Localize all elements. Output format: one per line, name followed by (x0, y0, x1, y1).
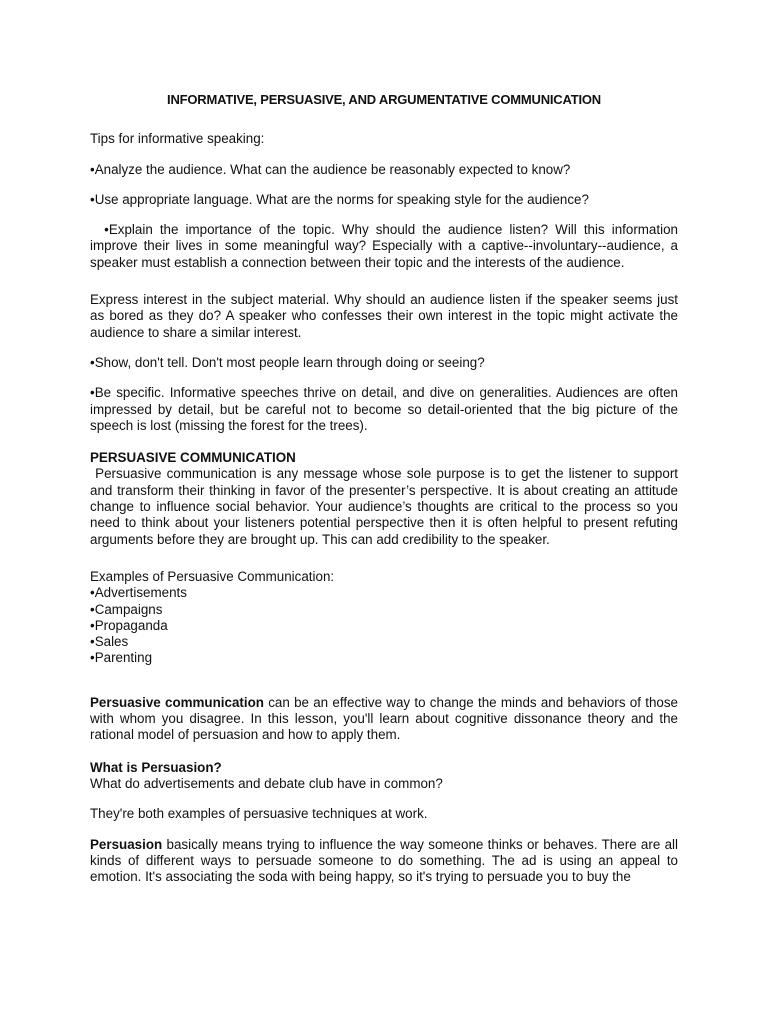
list-item: •Sales (90, 634, 129, 650)
informative-tip-show: •Show, don't tell. Don't most people learn through doing or seeing? (90, 354, 485, 370)
informative-tip-language: •Use appropriate language. What are the norms for speaking style for the audience? (90, 191, 589, 207)
informative-tip-specific: •Be specific. Informative speeches thrive on detail, and dive on generalities. Audiences are often impressed by detail, but be careful not to become so detail-oriented that the big picture of the speech is lost (missing the forest for the trees). (90, 385, 678, 433)
document-body (90, 92, 682, 885)
what-is-answer: They're both examples of persuasive techniques at work. (90, 806, 428, 822)
informative-tip-importance: •Explain the importance of the topic. Why should the audience listen? Will this information improve their lives in some meaningful way? Especially with a captive--involuntary--audience, a speaker must establish a connection between their topic and the interests of the audience. (90, 222, 682, 270)
lesson-text: can be an effective way to change the minds and behaviors of those with whom you disagree. In this lesson, you'll learn about cognitive dissonance theory and the rational model of persuasion and how to apply them. (90, 694, 678, 743)
lesson-paragraph (90, 695, 678, 744)
persuasion-definition-text: basically means trying to influence the way someone thinks or behaves. There are all kinds of different ways to persuade someone to do something. The ad is using an appeal to emotion. It's associating the soda with being happy, so it's trying to persuade you to buy the (90, 836, 678, 885)
list-item: •Parenting (90, 650, 153, 666)
what-is-heading: What is Persuasion? (90, 759, 222, 775)
persuasive-heading: PERSUASIVE COMMUNICATION (90, 450, 296, 466)
examples-list (90, 585, 678, 666)
informative-tip-interest: Express interest in the subject material. Why should an audience listen if the speaker seems just as bored as they do? A speaker who confesses their own interest in the topic might activate the audience to share a similar interest. (90, 292, 678, 340)
list-item: •Propaganda (90, 617, 168, 633)
examples-intro: Examples of Persuasive Communication: (90, 568, 335, 584)
what-is-question: What do advertisements and debate club have in common? (90, 775, 443, 791)
informative-intro: Tips for informative speaking: (90, 131, 265, 147)
persuasive-definition: Persuasive communication is any message whose sole purpose is to get the listener to support and transform their thinking in favor of the presenter’s perspective. It is about creating an attitude change to influence social behavior. Your audience’s thoughts are critical to the process so you need to think about your listeners potential perspective then it is often helpful to present refuting arguments before they are brought up. This can add credibility to the speaker. (90, 466, 682, 547)
informative-tip-analyze: •Analyze the audience. What can the audience be reasonably expected to know? (90, 161, 571, 177)
list-item: •Advertisements (90, 585, 187, 601)
lesson-bold-term: Persuasive communication (90, 694, 264, 710)
persuasion-definition (90, 837, 678, 886)
persuasion-bold-term: Persuasion (90, 836, 163, 852)
list-item: •Campaigns (90, 601, 163, 617)
document-title: INFORMATIVE, PERSUASIVE, AND ARGUMENTATIVE COMMUNICATION (167, 92, 601, 107)
